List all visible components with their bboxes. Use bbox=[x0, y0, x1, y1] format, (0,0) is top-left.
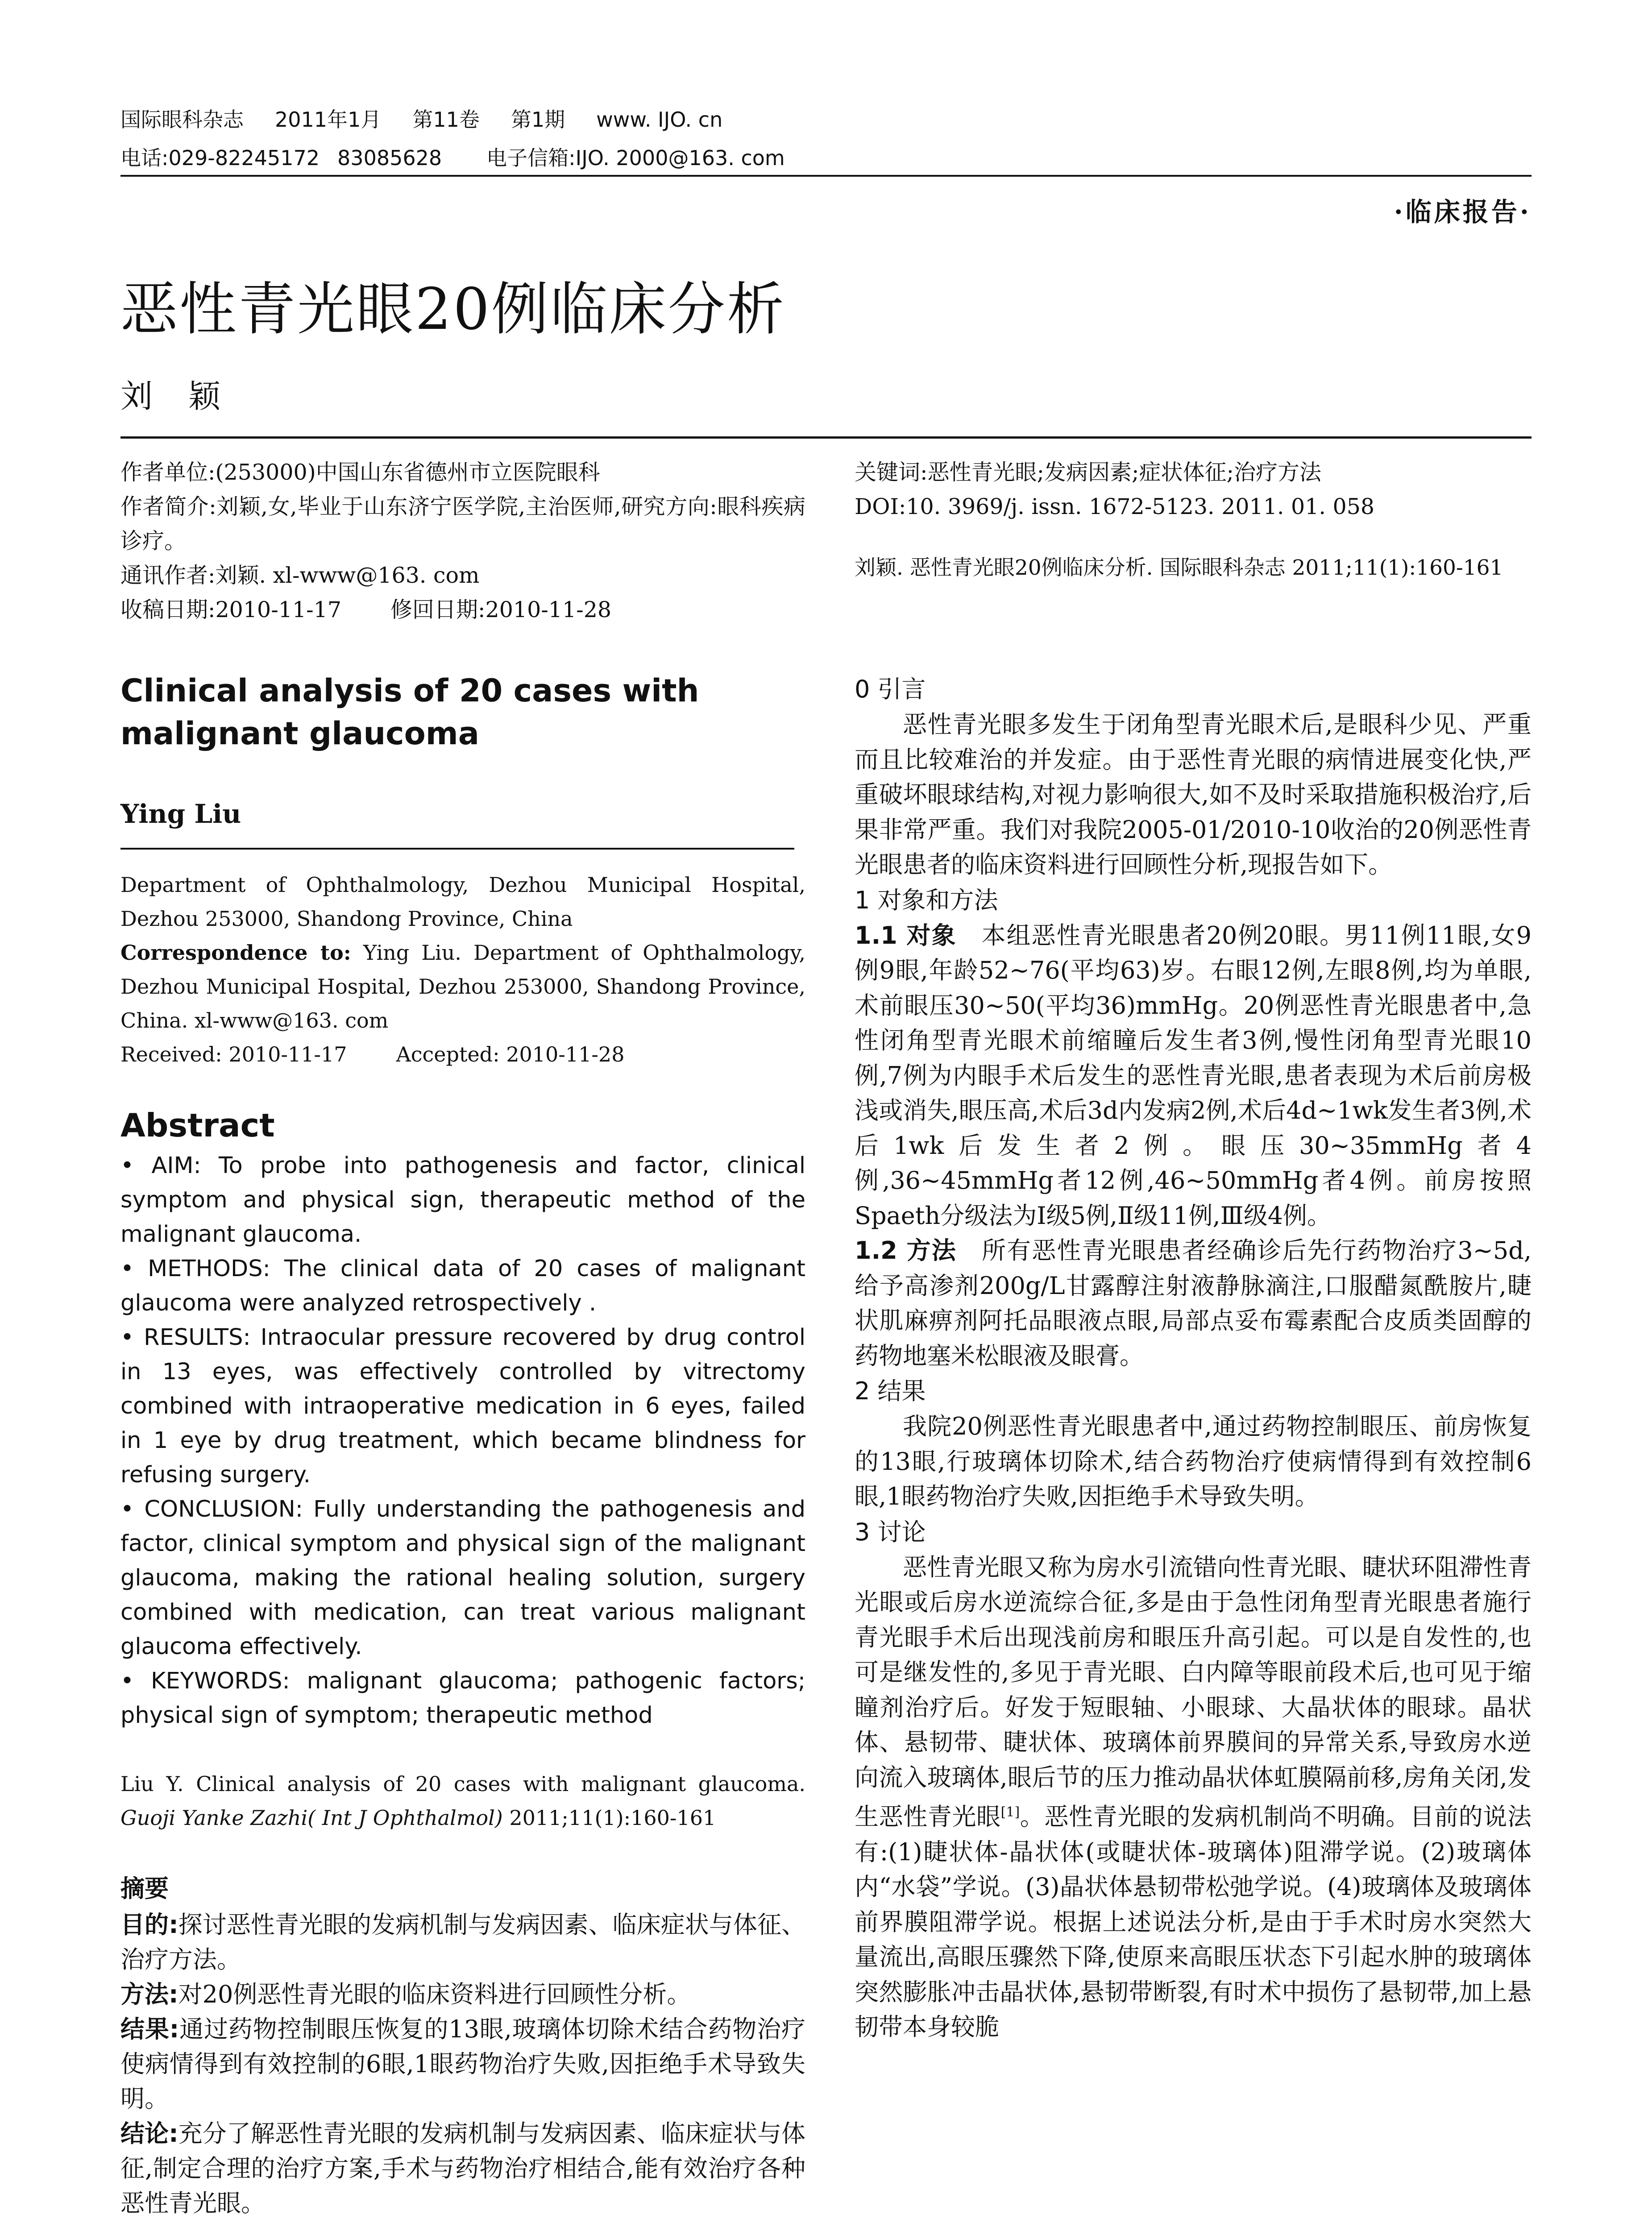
phone: 电话:029-82245172 bbox=[120, 146, 320, 170]
journal-website[interactable]: www. IJO. cn bbox=[596, 108, 723, 132]
abstract-keywords: • KEYWORDS: malignant glaucoma; pathogenic factors; physical sign of symptom; therapeutic method bbox=[120, 1668, 805, 1729]
keywords-cn: 关键词:恶性青光眼;发病因素;症状体征;治疗方法 bbox=[855, 460, 1322, 485]
cn-abstract-heading: 摘要 bbox=[120, 1874, 169, 1903]
english-citation bbox=[120, 1767, 805, 1835]
section-1-2-text: 所有恶性青光眼患者经确诊后先行药物治疗3~5d,给予高渗剂200g/L甘露醇注射液静脉滴注,口服醋氮酰胺片,睫状肌麻痹剂阿托品眼液点眼,局部点妥布霉素配合皮质类固醇的药物地塞米松眼液及眼膏。 bbox=[855, 1236, 1532, 1370]
reference-marker[interactable]: [1] bbox=[1000, 1804, 1020, 1820]
front-matter bbox=[120, 455, 805, 627]
column-label: ·临床报告· bbox=[1394, 197, 1532, 227]
english-correspondence bbox=[120, 936, 805, 1037]
cn-methods-text: 对20例恶性青光眼的临床资料进行回顾性分析。 bbox=[178, 1980, 691, 2008]
english-title-block bbox=[120, 669, 805, 755]
affiliation: 作者单位:(253000)中国山东省德州市立医院眼科 bbox=[120, 460, 600, 485]
section-1-1 bbox=[855, 918, 1532, 1234]
section-3-part1: 恶性青光眼又称为房水引流错向性青光眼、睫状环阻滞性青光眼或后房水逆流综合征,多是由于急性闭角型青光眼患者施行青光眼手术后出现浅前房和眼压升高引起。可以是自发性的,也可是继发性的,多见于青光眼、白内障等眼前段术后,也可见于缩瞳剂治疗后。好发于短眼轴、小眼球、大晶状体的眼球。晶状体、悬韧带、睫状体、玻璃体前界膜间的异常关系,导致房水逆向流入玻璃体,眼后节的压力推动晶状体虹膜隔前移,房角关闭,发生恶性青光眼 bbox=[855, 1553, 1532, 1831]
correspondence-text: Ying Liu. Department of Ophthalmology, Dezhou Municipal Hospital, Dezhou 253000, Shandong Province, China. xl-www@163. com bbox=[120, 941, 805, 1033]
journal-email[interactable]: 电子信箱:IJO. 2000@163. com bbox=[486, 146, 785, 170]
cn-conclusion-label: 结论: bbox=[120, 2119, 178, 2148]
correspondence-label: Correspondence to: bbox=[120, 941, 351, 965]
cn-results-text: 通过药物控制眼压恢复的13眼,玻璃体切除术结合药物治疗使病情得到有效控制的6眼,1眼药物治疗失败,因拒绝手术导致失明。 bbox=[120, 2015, 805, 2113]
section-rule bbox=[120, 436, 1532, 439]
cn-abstract-methods bbox=[120, 1977, 805, 2012]
section-0-heading: 0 引言 bbox=[855, 675, 926, 703]
abstract-conclusion: • CONCLUSION: Fully understanding the pathogenesis and factor, clinical symptom and physical sign of the malignant glaucoma, making the rational healing solution, surgery combined with medication, can treat various malignant glaucoma effectively. bbox=[120, 1496, 805, 1660]
section-2-text: 我院20例恶性青光眼患者中,通过药物控制眼压、前房恢复的13眼,行玻璃体切除术,结合药物治疗使病情得到有效控制6眼,1眼药物治疗失败,因拒绝手术导致失明。 bbox=[855, 1412, 1532, 1510]
cn-abstract-aim bbox=[120, 1908, 805, 1977]
citation-end: 2011;11(1):160-161 bbox=[502, 1806, 716, 1830]
cn-aim-label: 目的: bbox=[120, 1911, 178, 1939]
keywords-block bbox=[855, 455, 1532, 585]
english-department: Department of Ophthalmology, Dezhou Municipal Hospital, Dezhou 253000, Shandong Province, China bbox=[120, 873, 805, 931]
received-en: Received: 2010-11-17 bbox=[120, 1042, 347, 1066]
citation-journal: Guoji Yanke Zazhi( Int J Ophthalmol) bbox=[120, 1806, 503, 1830]
abstract-aim: • AIM: To probe into pathogenesis and factor, clinical symptom and physical sign, therapeutic method of the malignant glaucoma. bbox=[120, 1153, 805, 1248]
phone2: 83085628 bbox=[337, 146, 442, 170]
issue-number: 第1期 bbox=[511, 108, 565, 132]
cn-abstract-block bbox=[120, 1870, 805, 2221]
english-author-block bbox=[120, 799, 805, 829]
author-bio: 作者简介:刘颖,女,毕业于山东济宁医学院,主治医师,研究方向:眼科疾病诊疗。 bbox=[120, 494, 805, 554]
section-1-heading: 1 对象和方法 bbox=[855, 886, 998, 914]
citation-main: Liu Y. Clinical analysis of 20 cases with malignant glaucoma. bbox=[120, 1772, 805, 1796]
journal-header-line1 bbox=[120, 104, 754, 133]
cn-aim-text: 探讨恶性青光眼的发病机制与发病因素、临床症状与体征、治疗方法。 bbox=[120, 1911, 805, 1974]
section-1-1-text: 本组恶性青光眼患者20例20眼。男11例11眼,女9例9眼,年龄52~76(平均63)岁。右眼12例,左眼8例,均为单眼,术前眼压30~50(平均36)mmHg。20例恶性青光眼患者中,急性闭角型青光眼术前缩瞳后发生者3例,慢性闭角型青光眼10例,7例为内眼手术后发生的恶性青光眼,患者表现为术后前房极浅或消失,眼压高,术后3d内发病2例,术后4d~1wk发生者3例,术后1wk后发生者2例。眼压30~35mmHg者4例,36~45mmHg者12例,46~50mmHg者4例。前房按照Spaeth分级法为Ⅰ级5例,Ⅱ级11例,Ⅲ级4例。 bbox=[855, 921, 1532, 1230]
journal-header-line2 bbox=[120, 142, 816, 171]
section-1-2-lead: 1.2 方法 bbox=[855, 1236, 957, 1265]
english-author-rule bbox=[120, 848, 794, 850]
accepted-en: Accepted: 2010-11-28 bbox=[396, 1042, 625, 1066]
article-body bbox=[855, 672, 1532, 2045]
cn-abstract-results bbox=[120, 2012, 805, 2116]
cn-citation: 刘颖. 恶性青光眼20例临床分析. 国际眼科杂志 2011;11(1):160-161 bbox=[855, 556, 1503, 580]
issue-date: 2011年1月 bbox=[275, 108, 382, 132]
doi: DOI:10. 3969/j. issn. 1672-5123. 2011. 01. 058 bbox=[855, 494, 1375, 519]
revised-cn: 修回日期:2010-11-28 bbox=[390, 597, 612, 622]
volume: 第11卷 bbox=[412, 108, 480, 132]
correspondence-cn: 通讯作者:刘颖. xl-www@163. com bbox=[120, 563, 480, 588]
received-cn: 收稿日期:2010-11-17 bbox=[120, 597, 342, 622]
header-rule bbox=[120, 175, 1532, 177]
english-title: Clinical analysis of 20 cases with malignant glaucoma bbox=[120, 672, 699, 752]
author-name: 刘颖 bbox=[120, 377, 257, 415]
english-dates bbox=[120, 1037, 805, 1071]
section-1-2 bbox=[855, 1233, 1532, 1373]
cn-abstract-conclusion bbox=[120, 2116, 805, 2221]
section-3-text bbox=[855, 1550, 1532, 2045]
section-2-heading: 2 结果 bbox=[855, 1377, 926, 1405]
cn-results-label: 结果: bbox=[120, 2015, 179, 2043]
abstract-block bbox=[120, 1107, 805, 1733]
english-citation-text bbox=[120, 1767, 805, 1835]
section-0-text: 恶性青光眼多发生于闭角型青光眼术后,是眼科少见、严重而且比较难治的并发症。由于恶性青光眼的病情进展变化快,严重破坏眼球结构,对视力影响很大,如不及时采取措施积极治疗,后果非常严重。我们对我院2005-01/2010-10收治的20例恶性青光眼患者的临床资料进行回顾性分析,现报告如下。 bbox=[855, 710, 1532, 879]
abstract-heading: Abstract bbox=[120, 1107, 275, 1144]
article-title: 恶性青光眼20例临床分析 bbox=[120, 276, 786, 343]
section-3-part2: 。恶性青光眼的发病机制尚不明确。目前的说法有:(1)睫状体-晶状体(或睫状体-玻璃体)阻滞学说。(2)玻璃体内“水袋”学说。(3)晶状体悬韧带松弛学说。(4)玻璃体及玻璃体前界膜阻滞学说。根据上述说法分析,是由于手术时房水突然大量流出,高眼压骤然下降,使原来高眼压状态下引起水肿的玻璃体突然膨胀冲击晶状体,悬韧带断裂,有时术中损伤了悬韧带,加上悬韧带本身较脆 bbox=[855, 1803, 1532, 2041]
dates-cn bbox=[120, 593, 805, 627]
section-1-1-lead: 1.1 对象 bbox=[855, 921, 957, 950]
cn-conclusion-text: 充分了解恶性青光眼的发病机制与发病因素、临床症状与体征,制定合理的治疗方案,手术与药物治疗相结合,能有效治疗各种恶性青光眼。 bbox=[120, 2119, 805, 2217]
english-affiliation-block bbox=[120, 868, 805, 1071]
abstract-results: • RESULTS: Intraocular pressure recovered by drug control in 13 eyes, was effectively controlled by vitrectomy combined with intraoperative medication in 6 eyes, failed in 1 eye by drug treatment, which became blindness for refusing surgery. bbox=[120, 1324, 805, 1488]
english-author: Ying Liu bbox=[120, 799, 241, 829]
abstract-methods: • METHODS: The clinical data of 20 cases of malignant glaucoma were analyzed retrospectively . bbox=[120, 1256, 805, 1316]
section-3-heading: 3 讨论 bbox=[855, 1518, 926, 1546]
cn-methods-label: 方法: bbox=[120, 1980, 178, 2008]
journal-name: 国际眼科杂志 bbox=[120, 108, 244, 132]
